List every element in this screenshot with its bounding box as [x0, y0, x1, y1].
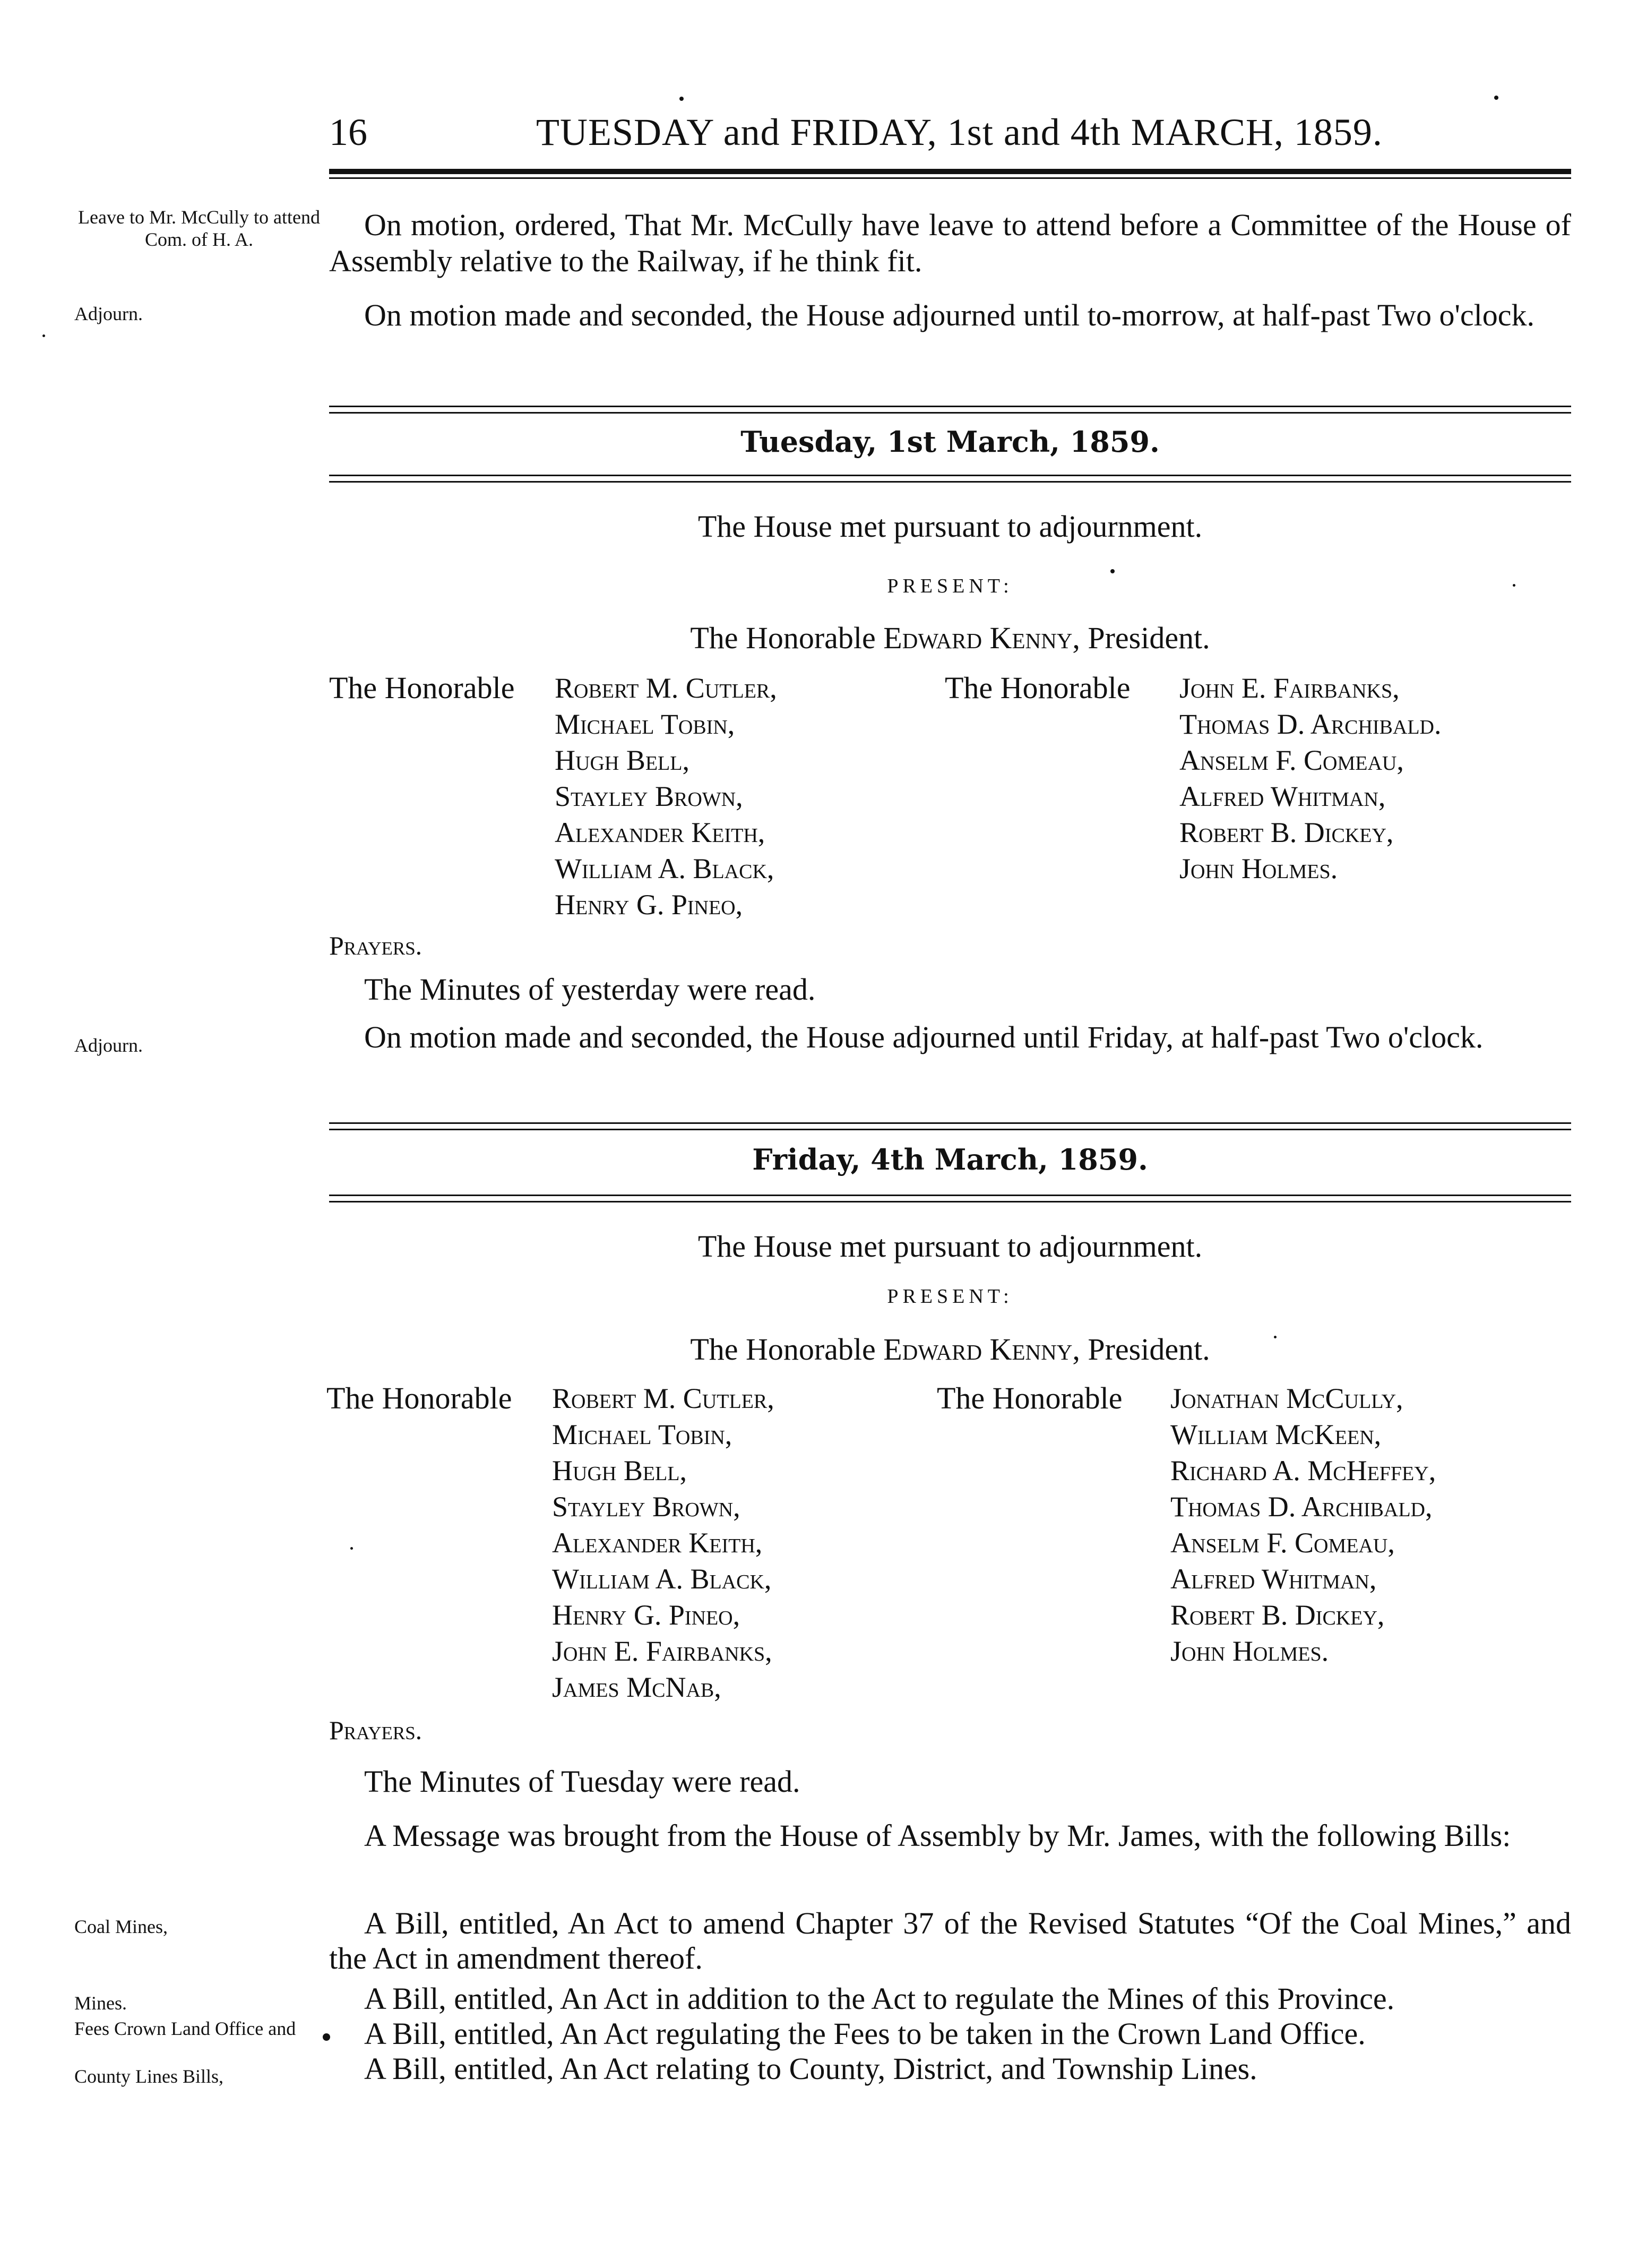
tuesday-members-left	[555, 670, 777, 923]
print-speck	[1513, 584, 1515, 587]
member-name: Thomas D. Archibald,	[1170, 1491, 1433, 1523]
margin-note-adjourn-1: Adjourn.	[74, 303, 143, 324]
member-name: William McKeen,	[1170, 1419, 1382, 1450]
member-name: William A. Black,	[552, 1563, 772, 1595]
tuesday-members-right	[1179, 670, 1441, 887]
friday-rule-bottom-2	[329, 1201, 1571, 1202]
margin-note-fees-crown-land: Fees Crown Land Office and	[74, 2018, 296, 2039]
member-name: John Holmes.	[1179, 853, 1338, 884]
print-speck	[42, 334, 45, 337]
page-number: 16	[329, 111, 367, 153]
friday-message: A Message was brought from the House of Assembly by Mr. James, with the following Bills:	[364, 1818, 1511, 1853]
tuesday-house-met: The House met pursuant to adjournment.	[697, 509, 1203, 544]
tuesday-president-line: The Honorable Edward Kenny, President.	[690, 621, 1210, 655]
margin-note-coal-mines: Coal Mines,	[74, 1916, 168, 1937]
tuesday-date-heading: Tuesday, 1st March, 1859.	[740, 425, 1160, 459]
member-name: William A. Black,	[555, 853, 774, 884]
member-name: John Holmes.	[1170, 1635, 1329, 1667]
tuesday-rule-bottom-2	[329, 481, 1571, 483]
tuesday-rule-bottom-1	[329, 475, 1571, 476]
tuesday-rule-top-1	[329, 406, 1571, 407]
tuesday-rule-top-2	[329, 412, 1571, 414]
member-name: Henry G. Pineo,	[555, 889, 743, 921]
tuesday-left-honorable: The Honorable	[329, 671, 515, 705]
member-name: Henry G. Pineo,	[552, 1599, 740, 1631]
member-name: Richard A. McHeffey,	[1170, 1455, 1436, 1487]
friday-present-label: PRESENT:	[887, 1285, 1013, 1308]
friday-rule-top-2	[329, 1129, 1571, 1130]
member-name: Anselm F. Comeau,	[1179, 744, 1404, 776]
member-name: Anselm F. Comeau,	[1170, 1527, 1395, 1559]
print-speck	[350, 1547, 353, 1550]
header-rule-thin	[329, 177, 1571, 179]
page-title: TUESDAY and FRIDAY, 1st and 4th MARCH, 1859.	[536, 111, 1383, 153]
friday-prayers: Prayers.	[329, 1715, 423, 1745]
member-name: John E. Fairbanks,	[552, 1635, 772, 1667]
friday-date-heading: Friday, 4th March, 1859.	[752, 1142, 1148, 1176]
margin-note-adjourn-2: Adjourn.	[74, 1035, 143, 1056]
leave-motion: On motion, ordered, That Mr. McCully have leave to attend before a Committee of the House of Assembly relative to the Railway, if he think fit.	[329, 208, 1571, 278]
margin-note-mines: Mines.	[74, 1992, 127, 2014]
president-name: Edward Kenny	[883, 621, 1073, 655]
friday-right-honorable: The Honorable	[937, 1381, 1123, 1415]
adjourn-motion-2: On motion made and seconded, the House adjourned until Friday, at half-past Two o'clock.	[364, 1020, 1484, 1054]
margin-note-county-lines: County Lines Bills,	[74, 2066, 224, 2087]
friday-members-right	[1170, 1380, 1436, 1669]
header-rule-thick	[329, 169, 1571, 174]
bill-fees-crown-land: A Bill, entitled, An Act regulating the Fees to be taken in the Crown Land Office.	[364, 2016, 1366, 2051]
member-name: Robert M. Cutler,	[555, 672, 777, 704]
friday-president-line: The Honorable Edward Kenny, President.	[690, 1332, 1210, 1367]
member-name: Robert B. Dickey,	[1179, 817, 1394, 848]
member-name: Alexander Keith,	[552, 1527, 763, 1559]
tuesday-prayers: Prayers.	[329, 931, 423, 960]
adjourn-motion-1: On motion made and seconded, the House adjourned until to-morrow, at half-past Two o'clock.	[364, 298, 1535, 332]
member-name: Michael Tobin,	[555, 708, 735, 740]
bill-mines: A Bill, entitled, An Act in addition to the Act to regulate the Mines of this Province.	[364, 1981, 1395, 2016]
print-speck	[1494, 96, 1498, 100]
member-name: Robert B. Dickey,	[1170, 1599, 1385, 1631]
president-name: Edward Kenny	[883, 1332, 1073, 1367]
bill-coal-mines: A Bill, entitled, An Act to amend Chapter 37 of the Revised Statutes “Of the Coal Mines,” and the Act in amendment thereof.	[329, 1906, 1571, 1975]
member-name: Stayley Brown,	[555, 780, 743, 812]
member-name: Alfred Whitman,	[1170, 1563, 1377, 1595]
margin-note-leave: Leave to Mr. McCully to attend Com. of H. A.	[78, 207, 320, 250]
member-name: James McNab,	[552, 1671, 721, 1703]
member-name: John E. Fairbanks,	[1179, 672, 1400, 704]
member-name: Hugh Bell,	[555, 744, 689, 776]
tuesday-right-honorable: The Honorable	[945, 671, 1131, 705]
tuesday-present-label: PRESENT:	[887, 575, 1013, 597]
print-speck	[1110, 569, 1115, 573]
member-name: Robert M. Cutler,	[552, 1382, 774, 1414]
member-name: Michael Tobin,	[552, 1419, 732, 1450]
member-name: Stayley Brown,	[552, 1491, 740, 1523]
friday-members-left	[552, 1380, 774, 1705]
friday-rule-top-1	[329, 1122, 1571, 1124]
member-name: Jonathan McCully,	[1170, 1382, 1403, 1414]
print-speck	[679, 97, 684, 101]
bill-county-lines: A Bill, entitled, An Act relating to County, District, and Township Lines.	[364, 2051, 1257, 2086]
print-speck	[1274, 1336, 1277, 1338]
member-name: Hugh Bell,	[552, 1455, 687, 1487]
member-name: Thomas D. Archibald.	[1179, 708, 1442, 740]
member-name: Alfred Whitman,	[1179, 780, 1386, 812]
friday-left-honorable: The Honorable	[326, 1381, 512, 1415]
tuesday-minutes: The Minutes of yesterday were read.	[364, 972, 816, 1007]
member-name: Alexander Keith,	[555, 817, 765, 848]
friday-house-met: The House met pursuant to adjournment.	[697, 1229, 1203, 1264]
friday-minutes: The Minutes of Tuesday were read.	[364, 1764, 800, 1799]
friday-rule-bottom-1	[329, 1195, 1571, 1196]
